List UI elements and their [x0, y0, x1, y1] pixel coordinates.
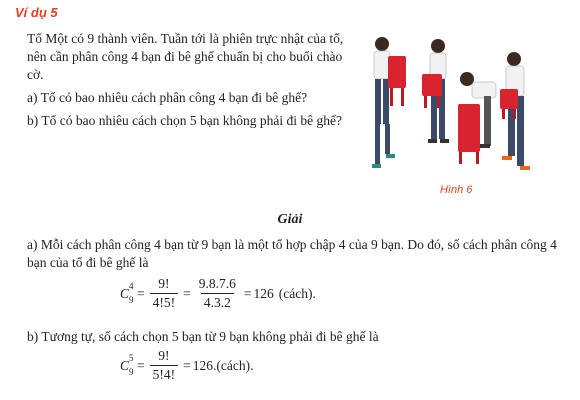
combination-symbol: C 5 9 — [120, 352, 134, 377]
result-value: 126. — [192, 357, 217, 373]
problem-text — [27, 30, 357, 135]
fraction-factorial: $\frac{9!}{5!4!}$ — [150, 348, 179, 383]
solution-title: Giải — [277, 212, 303, 227]
formula-part-b: C 5 9 = $\frac{9!}{5!4!}$ = 126. (cách). — [120, 348, 254, 382]
fraction-expanded: $\frac{9.8.7.6}{4.3.2}$ — [198, 276, 236, 310]
result-unit: (cách). — [216, 357, 254, 373]
question-b: b) Tổ có bao nhiêu cách chọn 5 bạn không phải đi bê ghế? — [27, 113, 343, 128]
result-unit: (cách). — [278, 285, 316, 301]
result-value: 126 — [253, 285, 274, 301]
figure-caption: Hình 6 — [440, 184, 473, 196]
solution-part-a: a) Mỗi cách phân công 4 bạn từ 9 bạn là một tổ hợp chập 4 của 9 bạn. Do đó, số cách phân công 4 bạn của tổ đi bê ghế là — [27, 237, 557, 270]
example-heading: Ví dụ 5 — [15, 5, 58, 20]
question-a: a) Tổ có bao nhiêu cách phân công 4 bạn đi bê ghế? — [27, 90, 308, 105]
fraction-factorial: $\frac{9!}{4!5!}$ — [150, 276, 179, 311]
solution-part-b: b) Tương tự, số cách chọn 5 bạn từ 9 bạn không phải đi bê ghế là — [27, 329, 379, 344]
formula-part-a: C 4 9 = $\frac{9!}{4!5!}$ = $\frac{9.8.7.6}{4.3.2}$ = 126 (cách). — [120, 276, 316, 310]
combination-symbol: C 4 9 — [120, 280, 134, 305]
students-carrying-chairs-illustration — [362, 34, 562, 184]
chair-stack-floor — [458, 104, 480, 164]
problem-intro: Tổ Một có 9 thành viên. Tuần tới là phiên trực nhật của tổ, nên cần phân công 4 bạn đi bê ghế chuẩn bị cho buổi chào cờ. — [27, 31, 344, 82]
chair-stack-1 — [388, 56, 406, 106]
